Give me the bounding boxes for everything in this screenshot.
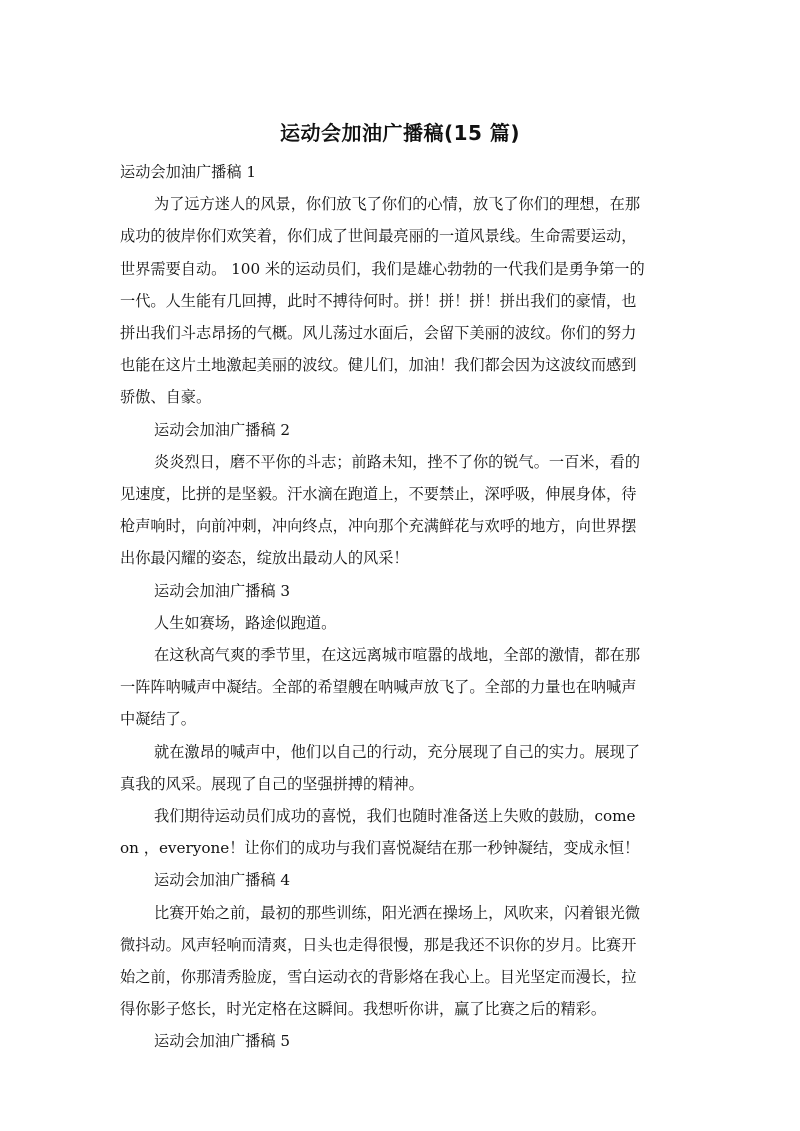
text-line: 我们期待运动员们成功的喜悦，我们也随时准备送上失败的鼓励，come <box>154 807 636 826</box>
section-heading <box>120 864 680 896</box>
text-line: 出你最闪耀的姿态，绽放出最动人的风采！ <box>120 549 409 568</box>
text-line: 运动会加油广播稿 3 <box>154 581 290 600</box>
text-line: 微抖动。风声轻响而清爽，日头也走得很慢，那是我还不识你的岁月。比赛开 <box>120 935 637 954</box>
paragraph <box>120 800 680 864</box>
section-heading <box>120 156 680 188</box>
text-line: 始之前，你那清秀脸庞，雪白运动衣的背影烙在我心上。目光坚定而漫长，拉 <box>120 968 637 987</box>
text-line: 运动会加油广播稿 4 <box>154 871 290 890</box>
paragraph <box>120 446 680 575</box>
text-line: 运动会加油广播稿 2 <box>154 420 290 439</box>
text-line: 一代。人生能有几回搏，此时不搏待何时。拼！拼！拼！拼出我们的豪情，也 <box>120 291 637 310</box>
text-line: 也能在这片土地激起美丽的波纹。健儿们，加油！我们都会因为这波纹而感到 <box>120 356 637 375</box>
text-line: 就在激昂的喊声中，他们以自己的行动，充分展现了自己的实力。展现了 <box>154 742 640 761</box>
text-line: 一阵阵呐喊声中凝结。全部的希望艘在呐喊声放飞了。全部的力量也在呐喊声 <box>120 678 637 697</box>
text-line: 真我的风采。展现了自己的坚强拼搏的精神。 <box>120 774 424 793</box>
text-line: 为了远方迷人的风景，你们放飞了你们的心情，放飞了你们的理想，在那 <box>154 195 640 214</box>
text-line: 得你影子悠长，时光定格在这瞬间。我想听你讲，赢了比赛之后的精彩。 <box>120 1000 606 1019</box>
text-line: 运动会加油广播稿 5 <box>154 1032 290 1051</box>
text-line: 运动会加油广播稿 1 <box>120 163 256 181</box>
paragraph <box>120 736 680 800</box>
text-line: 枪声响时，向前冲刺，冲向终点，冲向那个充满鲜花与欢呼的地方，向世界摆 <box>120 517 637 536</box>
text-line: 在这秋高气爽的季节里，在这远离城市喧嚣的战地，全部的激情，都在那 <box>154 646 640 665</box>
text-line: 炎炎烈日，磨不平你的斗志；前路未知，挫不了你的锐气。一百米，看的 <box>154 452 640 471</box>
section-heading <box>120 414 680 446</box>
section-heading <box>120 575 680 607</box>
section-heading <box>120 1025 680 1057</box>
text-line: on ，everyone！让你们的成功与我们喜悦凝结在那一秒钟凝结，变成永恒！ <box>120 839 640 858</box>
text-line: 成功的彼岸你们欢笑着，你们成了世间最亮丽的一道风景线。生命需要运动， <box>120 227 637 246</box>
paragraph <box>120 607 680 639</box>
text-line: 人生如赛场，路途似跑道。 <box>154 613 337 632</box>
text-line: 见速度，比拼的是坚毅。汗水滴在跑道上，不要禁止，深呼吸，伸展身体，待 <box>120 485 637 504</box>
paragraph <box>120 897 680 1026</box>
text-line: 拼出我们斗志昂扬的气概。风儿荡过水面后，会留下美丽的波纹。你们的努力 <box>120 324 637 343</box>
text-line: 骄傲、自豪。 <box>120 388 212 407</box>
paragraph <box>120 188 680 413</box>
paragraph <box>120 639 680 736</box>
text-line: 比赛开始之前，最初的那些训练，阳光洒在操场上，风吹来，闪着银光微 <box>154 903 640 922</box>
document-body <box>120 156 680 1058</box>
text-line: 中凝结了。 <box>120 710 196 729</box>
document-title: 运动会加油广播稿(15 篇) <box>279 121 521 145</box>
text-line: 世界需要自动。 100 米的运动员们，我们是雄心勃勃的一代我们是勇争第一的 <box>120 259 645 278</box>
